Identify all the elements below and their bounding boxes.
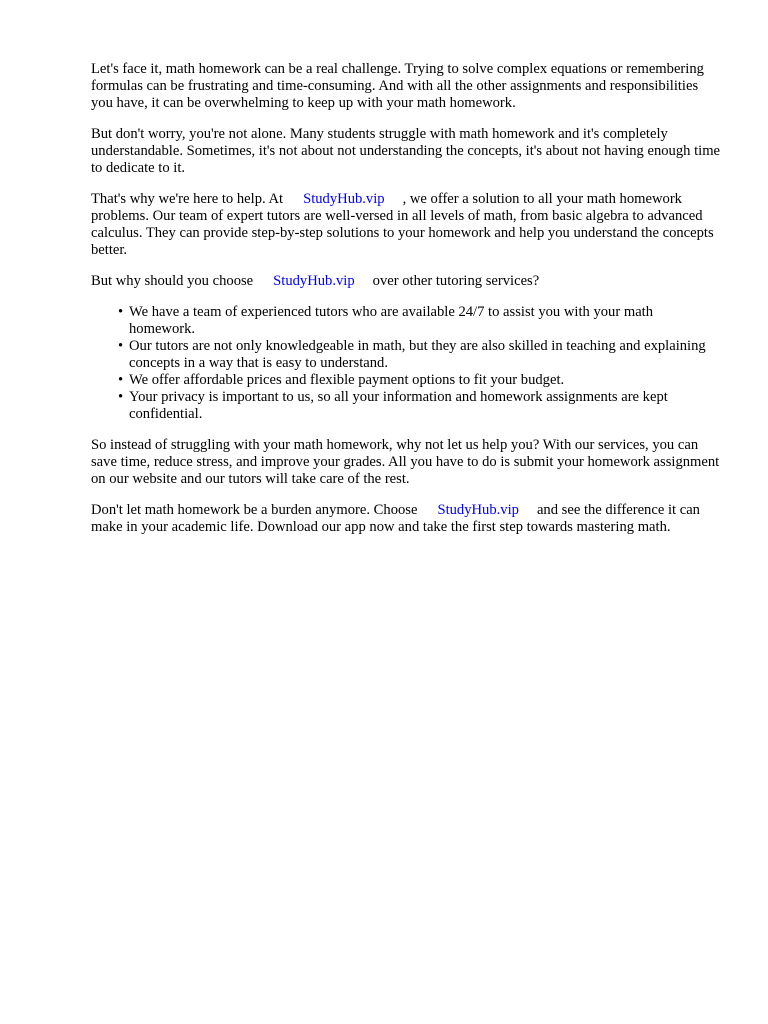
paragraph-not-alone: But don't worry, you're not alone. Many students struggle with math homework and it's completely understandable. Sometimes, it's not about not understanding the concepts, it's about not having enough time to dedicate to it.: [91, 126, 721, 176]
paragraph-text: Don't let math homework be a burden anymore. Choose: [91, 502, 418, 518]
list-item: [118, 304, 721, 338]
studyhub-link[interactable]: StudyHub.vip: [273, 273, 355, 289]
list-item-text: Our tutors are not only knowledgeable in math, but they are also skilled in teaching and explaining concepts in a way that is easy to understand.: [129, 338, 706, 371]
paragraph-text: over other tutoring services?: [372, 273, 540, 289]
paragraph-text: But why should you choose: [91, 273, 254, 289]
paragraph-text: and see the difference it can make in your academic life. Download our app now and take the first step towards mastering math.: [91, 502, 700, 535]
paragraph-instead: So instead of struggling with your math homework, why not let us help you? With our services, you can save time, reduce stress, and improve your grades. All you have to do is submit your homework assignment on our website and our tutors will take care of the rest.: [91, 437, 720, 487]
paragraph-intro: Let's face it, math homework can be a real challenge. Trying to solve complex equations or remembering formulas can be frustrating and time-consuming. And with all the other assignments and responsibilities you have, it can be overwhelming to keep up with your math homework.: [91, 61, 704, 111]
benefits-list: [91, 304, 721, 423]
bullet-icon: •: [118, 338, 124, 354]
list-item-text: Your privacy is important to us, so all your information and homework assignments are kept confidential.: [129, 389, 668, 422]
bullet-icon: •: [118, 389, 124, 405]
paragraph-text: , we offer a solution to all your math homework problems. Our team of expert tutors are well-versed in all levels of math, from basic algebra to advanced calculus. They can provide step-by-step solutions to your homework and help you understand the concepts better.: [91, 191, 714, 258]
paragraph-text: That's why we're here to help. At: [91, 191, 284, 207]
paragraph-here-to-help: [91, 191, 721, 259]
paragraph-call-to-action: [91, 502, 721, 536]
studyhub-link[interactable]: StudyHub.vip: [437, 502, 519, 518]
list-item: [118, 372, 721, 389]
list-item-text: We have a team of experienced tutors who are available 24/7 to assist you with your math homework.: [129, 304, 654, 337]
bullet-icon: •: [118, 372, 124, 388]
list-item-text: We offer affordable prices and flexible payment options to fit your budget.: [129, 372, 565, 388]
list-item: [118, 389, 721, 423]
bullet-icon: •: [118, 304, 124, 320]
paragraph-why-choose: [91, 273, 721, 290]
list-item: [118, 338, 721, 372]
document-body: [91, 61, 721, 550]
studyhub-link[interactable]: StudyHub.vip: [303, 191, 385, 207]
